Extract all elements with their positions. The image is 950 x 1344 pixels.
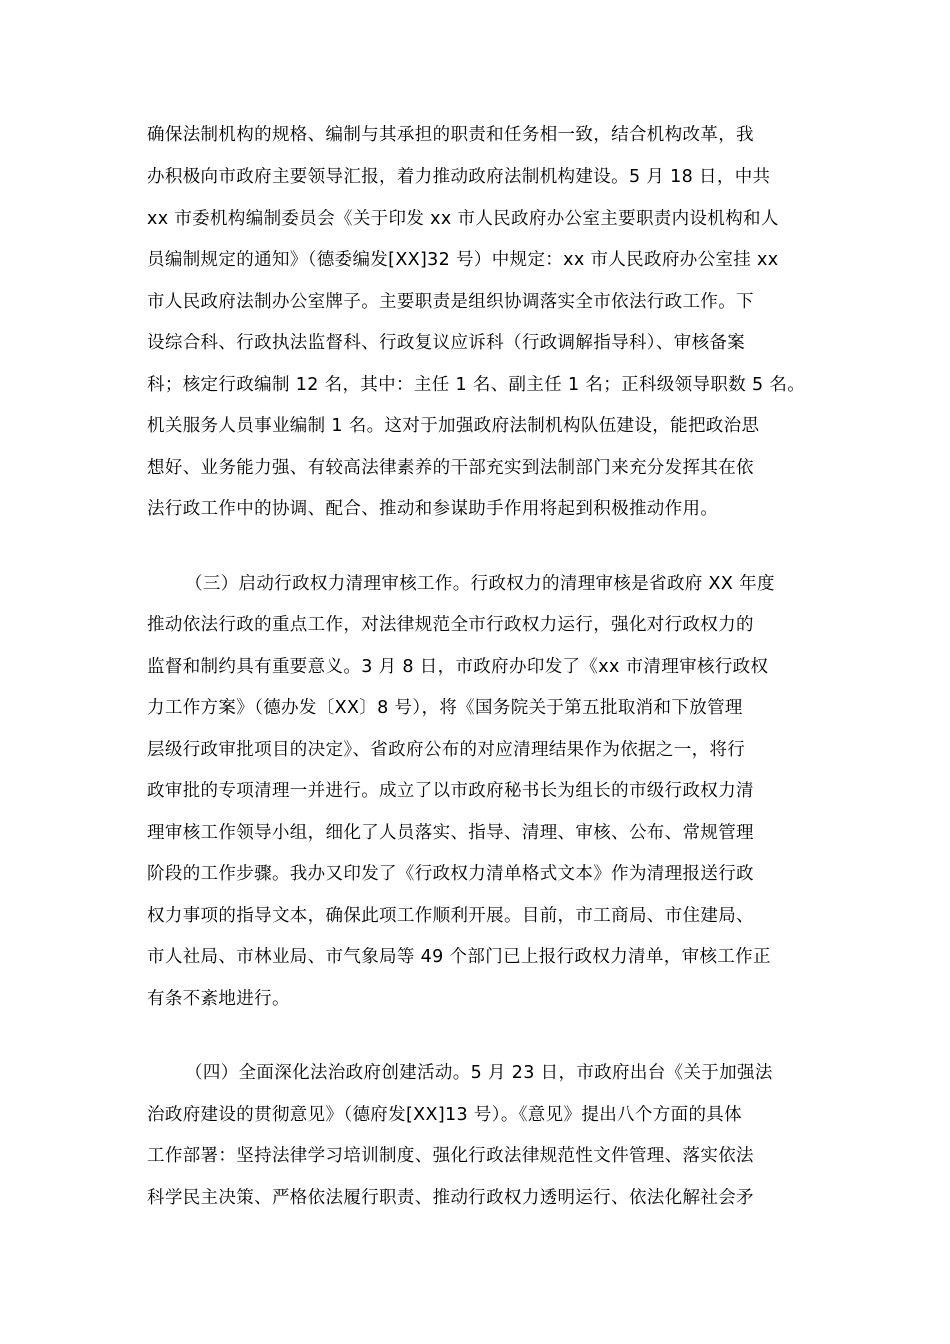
text-line: 法行政工作中的协调、配合、推动和参谋助手作用将起到积极推动作用。 <box>147 499 719 519</box>
text-line: 市人社局、市林业局、市气象局等 49 个部门已上报行政权力清单，审核工作正 <box>147 947 771 967</box>
text-line: 科；核定行政编制 12 名，其中：主任 1 名、副主任 1 名；正科级领导职数 5 名。 <box>147 375 806 395</box>
text-line: （三）启动行政权力清理审核工作。行政权力的清理审核是省政府 XX 年度 <box>185 574 775 594</box>
text-line: 有条不紊地进行。 <box>147 989 290 1009</box>
text-line: 阶段的工作步骤。我办又印发了《行政权力清单格式文本》作为清理报送行政 <box>147 864 754 884</box>
text-line: （四）全面深化法治政府创建活动。5 月 23 日，市政府出台《关于加强法 <box>185 1063 773 1083</box>
text-line: 机关服务人员事业编制 1 名。这对于加强政府法制机构队伍建设，能把政治思 <box>147 416 760 436</box>
text-line: 员编制规定的通知》（德委编发[XX]32 号）中规定：xx 市人民政府办公室挂 xx <box>147 250 779 270</box>
text-line: 办积极向市政府主要领导汇报，着力推动政府法制机构建设。5 月 18 日，中共 <box>147 167 771 187</box>
text-line: 推动依法行政的重点工作，对法律规范全市行政权力运行，强化对行政权力的 <box>147 615 754 635</box>
text-line: 理审核工作领导小组，细化了人员落实、指导、清理、审核、公布、常规管理 <box>147 823 754 843</box>
text-line: 工作部署：坚持法律学习培训制度、强化行政法律规范性文件管理、落实依法 <box>147 1146 754 1166</box>
text-line: 科学民主决策、严格依法履行职责、推动行政权力透明运行、依法化解社会矛 <box>147 1188 754 1208</box>
text-line: 监督和制约具有重要意义。3 月 8 日，市政府办印发了《xx 市清理审核行政权 <box>147 657 769 677</box>
text-line: 权力事项的指导文本，确保此项工作顺利开展。目前，市工商局、市住建局、 <box>147 906 754 926</box>
text-line: 力工作方案》（德办发〔XX〕8 号），将《国务院关于第五批取消和下放管理 <box>147 698 743 718</box>
text-line: 想好、业务能力强、有较高法律素养的干部充实到法制部门来充分发挥其在依 <box>147 458 754 478</box>
text-line: 设综合科、行政执法监督科、行政复议应诉科（行政调解指导科）、审核备案 <box>147 333 746 353</box>
text-line: 确保法制机构的规格、编制与其承担的职责和任务相一致，结合机构改革，我 <box>147 125 754 145</box>
text-line: 政审批的专项清理一并进行。成立了以市政府秘书长为组长的市级行政权力清 <box>147 781 754 801</box>
text-line: 层级行政审批项目的决定》、省政府公布的对应清理结果作为依据之一，将行 <box>147 740 746 760</box>
text-line: xx 市委机构编制委员会《关于印发 xx 市人民政府办公室主要职责内设机构和人 <box>147 209 779 229</box>
text-line: 治政府建设的贯彻意见》（德府发[XX]13 号）。《意见》提出八个方面的具体 <box>147 1105 743 1125</box>
text-line: 市人民政府法制办公室牌子。主要职责是组织协调落实全市依法行政工作。下 <box>147 292 754 312</box>
